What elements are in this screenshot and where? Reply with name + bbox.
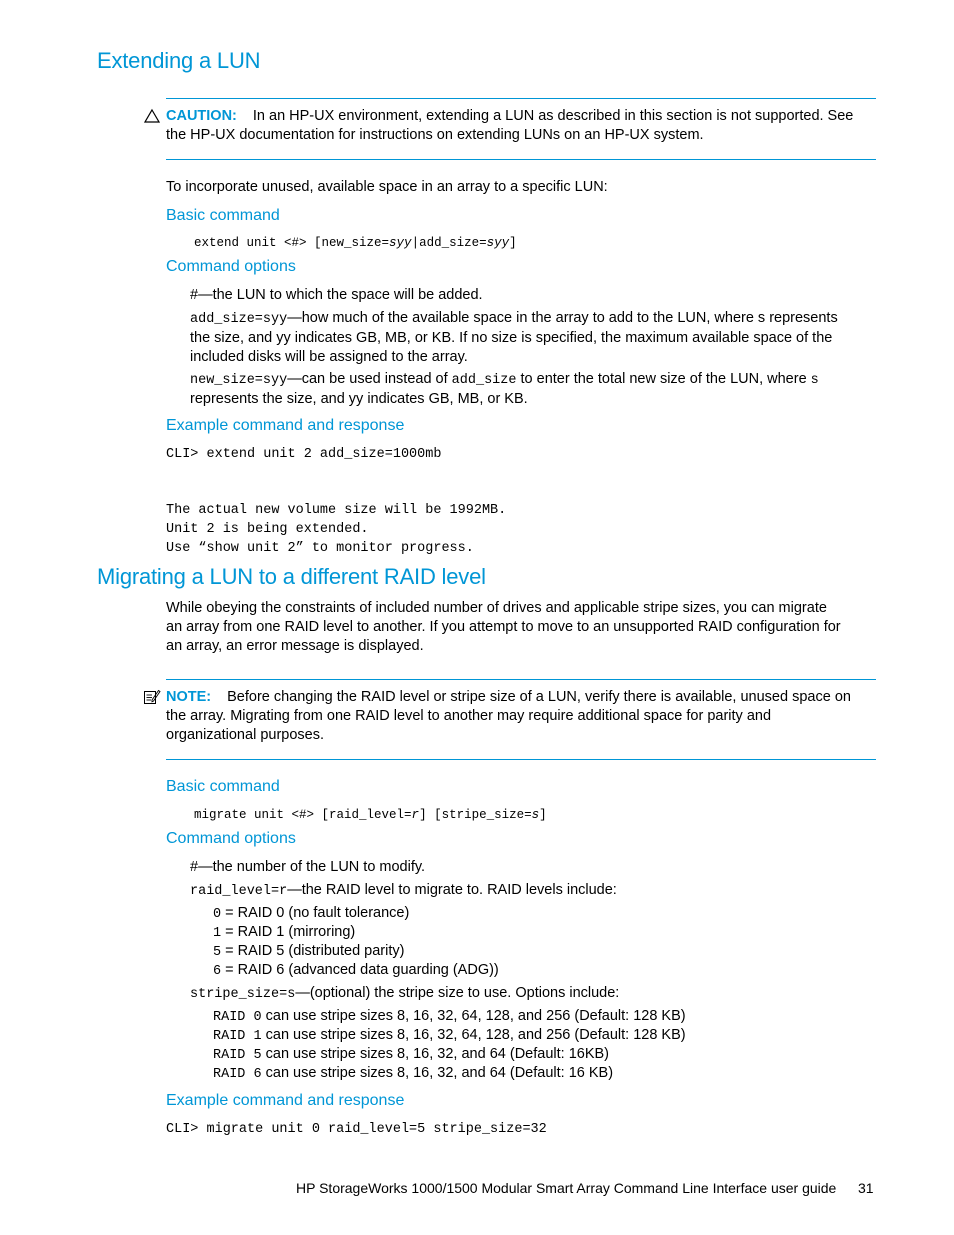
new-size-line-2: represents the size, and yy indicates GB, MB, or KB. [190,391,528,407]
migrate-basic-command-heading: Basic command [166,778,280,795]
stripe-size-list [213,1007,686,1083]
list-item [213,942,499,961]
extend-example-command: CLI> extend unit 2 add_size=1000mb [166,447,442,462]
note-block [166,688,876,745]
extend-basic-command-heading: Basic command [166,207,280,224]
extend-option-add-size [190,309,880,367]
list-item [213,1064,686,1083]
raid-level-code-item: 6 [213,964,222,979]
extend-cmd-var1: syy [389,236,412,250]
note-line-2: the array. Migrating from one RAID level to another may require additional space for parity and [166,708,772,724]
new-size-text-a: —can be used instead of [287,371,452,387]
extend-command-options-heading: Command options [166,258,296,275]
caution-label: CAUTION: [166,108,237,124]
footer-title: HP StorageWorks 1000/1500 Modular Smart Array Command Line Interface user guide [296,1180,837,1196]
extend-option-unit: #—the LUN to which the space will be added. [190,287,483,303]
extend-cmd-end: ] [509,236,517,250]
extend-cmd-prefix: extend unit <#> [new_size= [194,236,390,250]
new-size-code-add: add_size [451,373,517,388]
migrate-example-command: CLI> migrate unit 0 raid_level=5 stripe_size=32 [166,1122,547,1137]
migrate-basic-command [194,808,547,822]
caution-line-2: the HP-UX documentation for instructions on extending LUNs on an HP-UX system. [166,127,704,143]
migrate-cmd-mid: ] [stripe_size= [419,808,532,822]
caution-block [166,107,876,145]
extend-response-line-2: Unit 2 is being extended. [166,522,369,537]
list-item [213,1007,686,1026]
raid-level-desc: = RAID 5 (distributed parity) [221,943,405,959]
migrate-intro-line-2: an array from one RAID level to another. If you attempt to move to an unsupported RAID configuration for [166,619,841,635]
note-top-rule [166,679,876,680]
stripe-raid-code: RAID 1 [213,1029,262,1044]
list-item [213,904,499,923]
raid-level-desc: = RAID 6 (advanced data guarding (ADG)) [221,962,499,978]
add-size-code: add_size=syy [190,312,288,327]
list-item [213,1045,686,1064]
migrate-example-heading: Example command and response [166,1092,405,1109]
raid-level-code-item: 5 [213,945,222,960]
caution-triangle-icon [144,108,162,126]
raid-level-desc: = RAID 0 (no fault tolerance) [221,905,410,921]
migrate-intro-line-3: an array, an error message is displayed. [166,638,424,654]
extend-intro: To incorporate unused, available space in an array to a specific LUN: [166,179,608,195]
list-item [213,961,499,980]
extend-response-line-3: Use “show unit 2” to monitor progress. [166,541,474,556]
migrate-cmd-end: ] [539,808,547,822]
extend-cmd-mid: |add_size= [411,236,487,250]
stripe-size-text: —(optional) the stripe size to use. Options include: [295,985,620,1001]
list-item [213,1026,686,1045]
migrate-cmd-var2: s [531,808,540,822]
raid-level-text: —the RAID level to migrate to. RAID levels include: [287,882,617,898]
note-bottom-rule [166,759,876,760]
migrate-cmd-prefix: migrate unit <#> [raid_level= [194,808,412,822]
extend-response-line-1: The actual new volume size will be 1992MB. [166,503,507,518]
migrate-command-options-heading: Command options [166,830,296,847]
extend-option-new-size [190,370,880,409]
note-pencil-icon [143,688,161,706]
caution-line-1: In an HP-UX environment, extending a LUN as described in this section is not supported. See [252,108,854,124]
raid-level-code-item: 1 [213,926,222,941]
new-size-code-s: s [810,373,819,388]
note-line-3: organizational purposes. [166,727,324,743]
stripe-raid-code: RAID 0 [213,1010,262,1025]
raid-level-code: raid_level=r [190,884,288,899]
extend-basic-command [194,236,517,250]
migrate-option-stripe-size [190,984,619,1004]
extend-cmd-var2: syy [486,236,510,250]
list-item [213,923,499,942]
migrate-intro [166,599,876,656]
caution-bottom-rule [166,159,876,160]
stripe-raid-code: RAID 6 [213,1067,262,1082]
stripe-size-code: stripe_size=s [190,987,296,1002]
section-title-extending-lun: Extending a LUN [97,48,261,73]
stripe-raid-code: RAID 5 [213,1048,262,1063]
page-number: 31 [858,1180,874,1196]
add-size-line-1: —how much of the available space in the array to add to the LUN, where s represents [287,310,838,326]
section-title-migrating-lun: Migrating a LUN to a different RAID level [97,564,486,589]
extend-example-heading: Example command and response [166,417,405,434]
new-size-text-b: to enter the total new size of the LUN, where [516,371,811,387]
add-size-line-3: included disks will be assigned to the array. [190,349,468,365]
note-label: NOTE: [166,689,212,705]
migrate-option-unit: #—the number of the LUN to modify. [190,859,426,875]
migrate-cmd-var1: r [411,808,420,822]
add-size-line-2: the size, and yy indicates GB, MB, or KB. If no size is specified, the maximum available space of the [190,330,833,346]
raid-level-desc: = RAID 1 (mirroring) [221,924,356,940]
caution-top-rule [166,98,876,99]
raid-level-code-item: 0 [213,907,222,922]
note-line-1: Before changing the RAID level or stripe size of a LUN, verify there is available, unused space on [227,689,851,705]
migrate-intro-line-1: While obeying the constraints of included number of drives and applicable stripe sizes, you can migrate [166,600,827,616]
stripe-desc: can use stripe sizes 8, 16, 32, 64, 128, and 256 (Default: 128 KB) [261,1027,686,1043]
new-size-code: new_size=syy [190,373,288,388]
stripe-desc: can use stripe sizes 8, 16, 32, and 64 (Default: 16 KB) [261,1065,614,1081]
stripe-desc: can use stripe sizes 8, 16, 32, 64, 128, and 256 (Default: 128 KB) [261,1008,686,1024]
migrate-option-raid-level [190,881,617,901]
raid-level-list [213,904,499,980]
stripe-desc: can use stripe sizes 8, 16, 32, and 64 (Default: 16KB) [261,1046,610,1062]
